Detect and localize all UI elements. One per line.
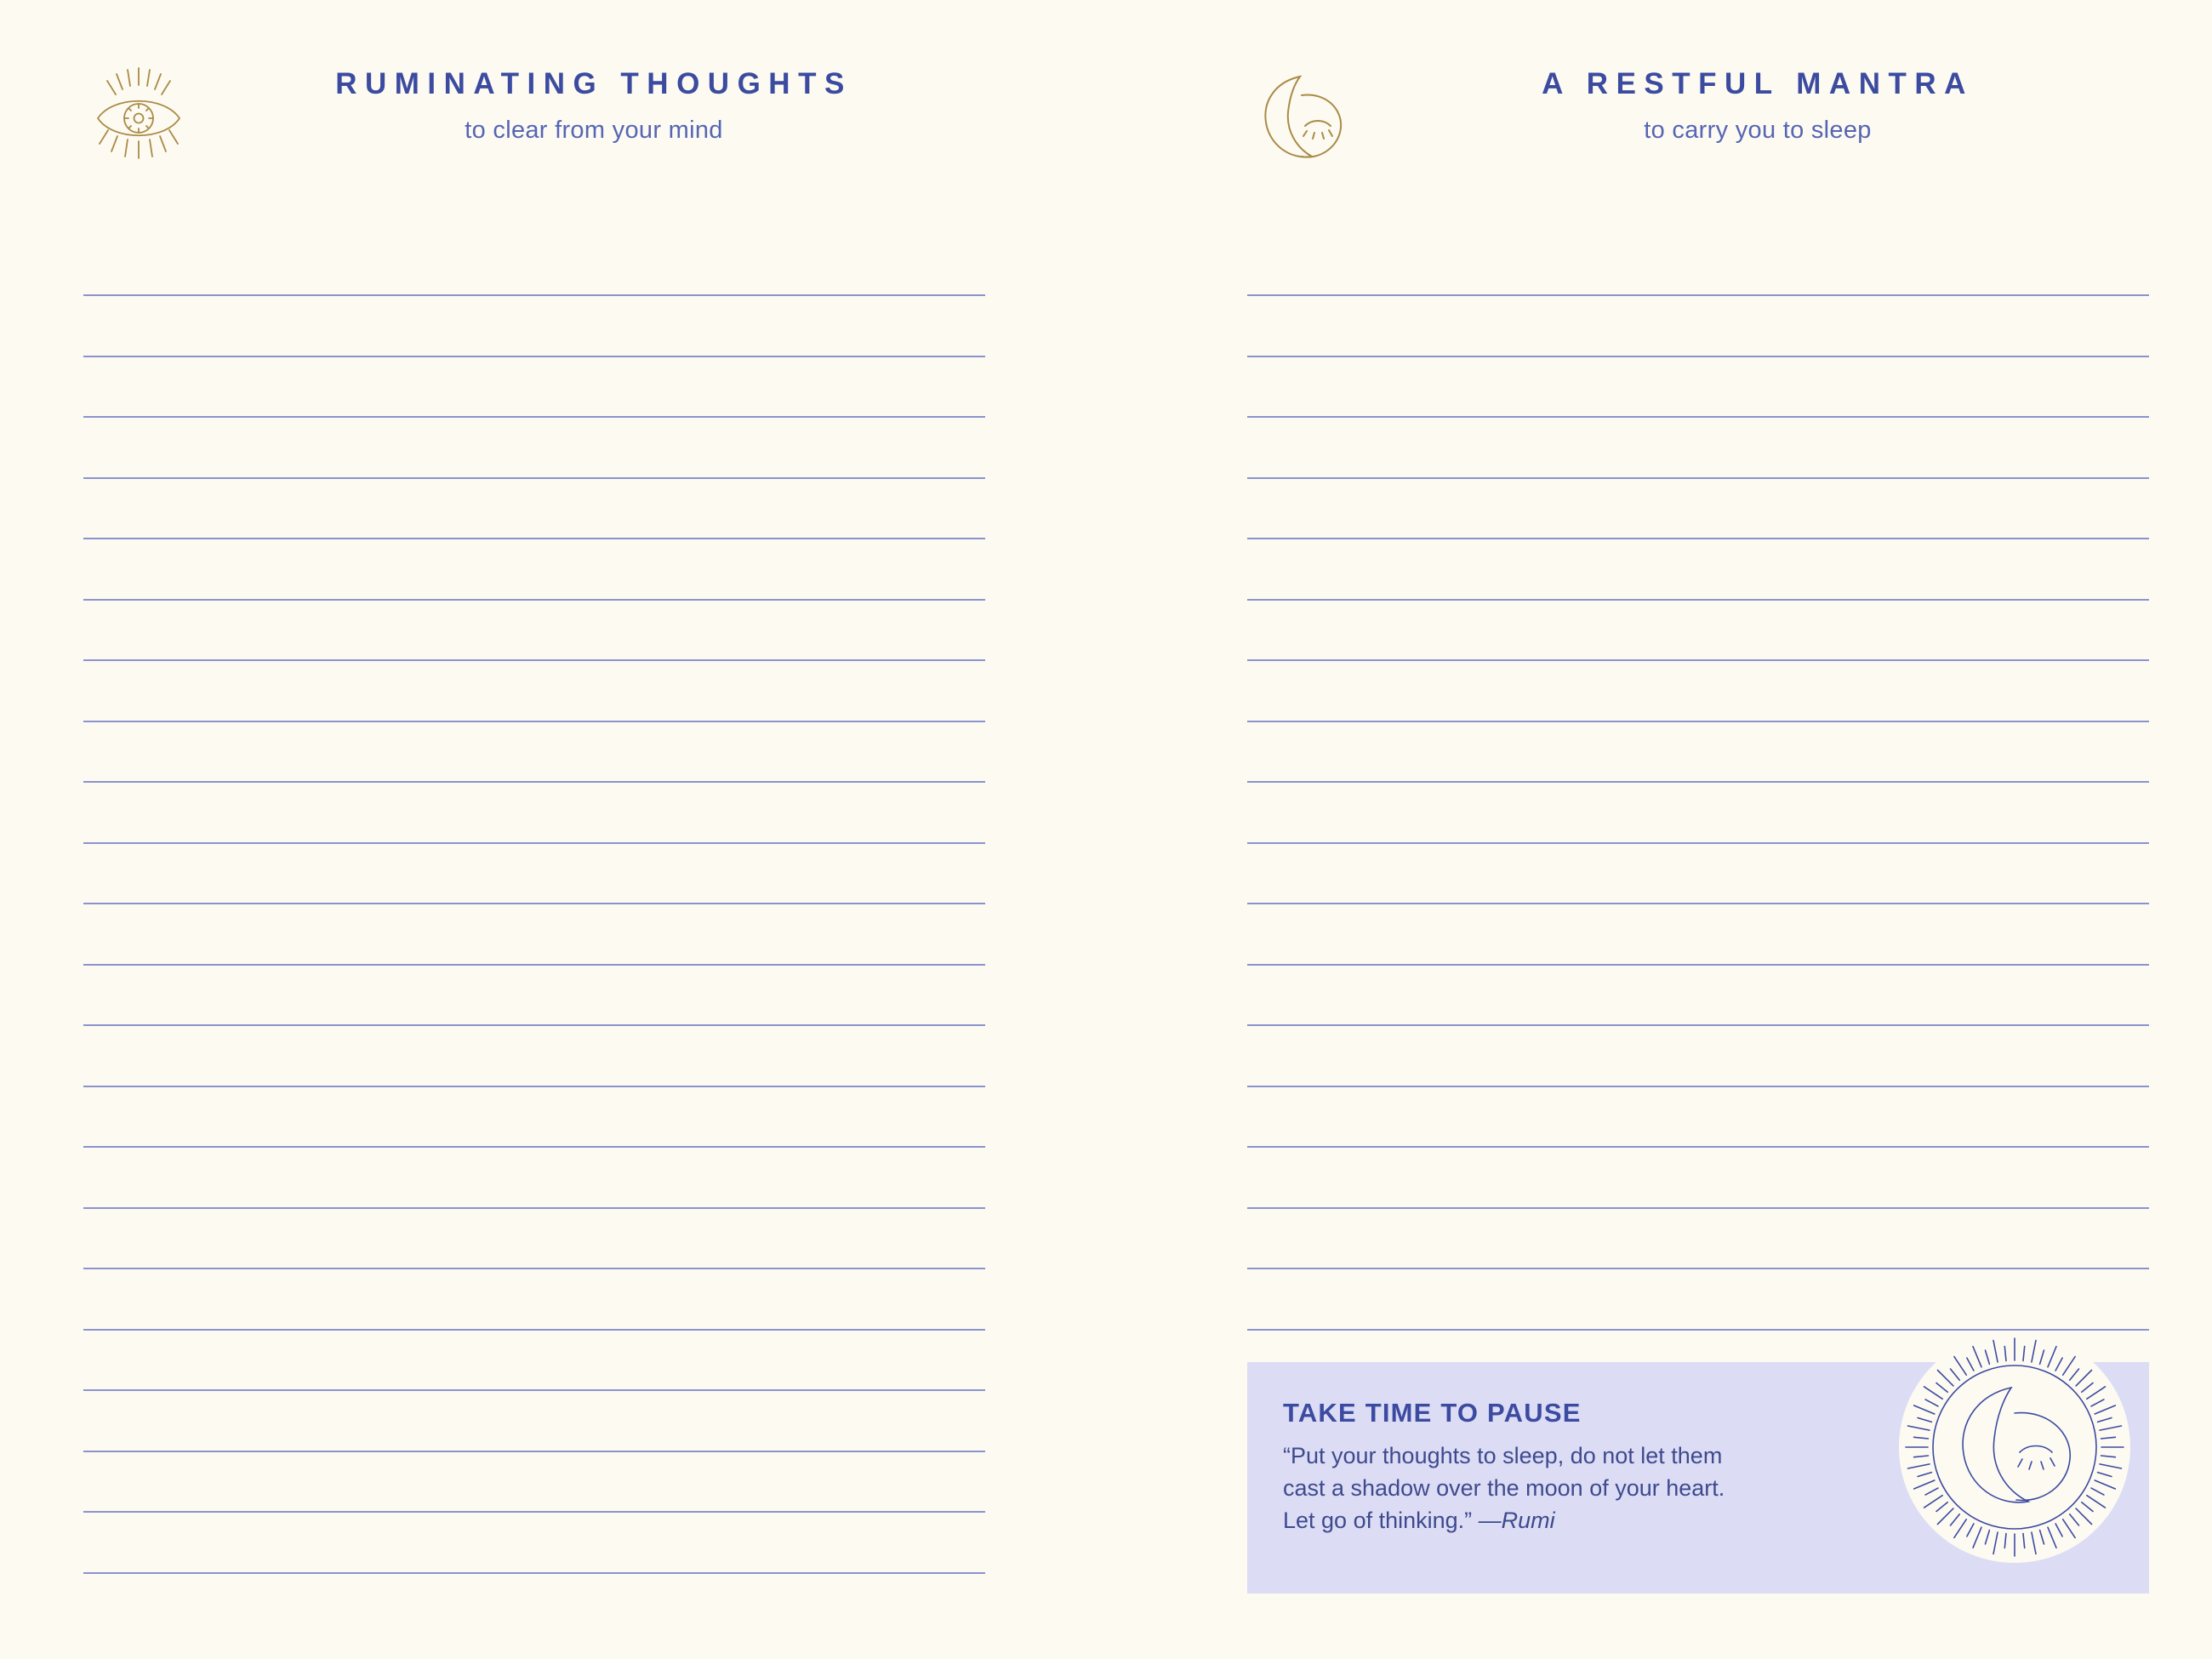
writing-line	[83, 1572, 985, 1574]
writing-line	[83, 1086, 985, 1087]
writing-line	[83, 1451, 985, 1452]
writing-line-row[interactable]	[1247, 842, 2149, 904]
writing-line	[1247, 538, 2149, 539]
writing-line	[83, 1511, 985, 1513]
writing-lines-left[interactable]	[83, 294, 985, 1633]
writing-line-row[interactable]	[83, 1146, 985, 1207]
ruminating-thoughts-panel	[83, 58, 985, 177]
writing-line	[83, 1207, 985, 1209]
writing-line-row[interactable]	[83, 659, 985, 721]
writing-line-row[interactable]	[83, 1268, 985, 1329]
writing-line-row[interactable]	[83, 721, 985, 782]
writing-line	[83, 1146, 985, 1148]
page-title-right: A RESTFUL MANTRA	[1542, 67, 1974, 100]
writing-line	[1247, 294, 2149, 296]
writing-line-row[interactable]	[83, 1451, 985, 1512]
writing-line	[83, 294, 985, 296]
writing-line	[83, 356, 985, 357]
writing-line-row[interactable]	[1247, 599, 2149, 660]
writing-line	[1247, 1146, 2149, 1148]
writing-line	[83, 842, 985, 844]
writing-line-row[interactable]	[83, 1389, 985, 1451]
writing-line-row[interactable]	[1247, 964, 2149, 1025]
left-panel-heading-group	[202, 58, 985, 145]
writing-line	[1247, 416, 2149, 418]
writing-line-row[interactable]	[1247, 477, 2149, 539]
writing-line	[1247, 659, 2149, 661]
eye-with-rays-icon	[83, 63, 194, 174]
quote-line-2: cast a shadow over the moon of your heart.	[1283, 1474, 1725, 1501]
writing-line-row[interactable]	[1247, 1024, 2149, 1086]
writing-line	[1247, 1268, 2149, 1269]
writing-line-row[interactable]	[1247, 1146, 2149, 1207]
writing-line	[83, 903, 985, 904]
take-time-to-pause-callout	[1247, 1362, 2149, 1593]
writing-line-row[interactable]	[83, 903, 985, 964]
writing-line-row[interactable]	[1247, 659, 2149, 721]
writing-line-row[interactable]	[83, 964, 985, 1025]
writing-line	[83, 477, 985, 479]
crescent-moon-sleeping-face-icon	[1247, 63, 1358, 174]
writing-line	[1247, 903, 2149, 904]
writing-line-row[interactable]	[83, 416, 985, 477]
writing-line	[83, 1268, 985, 1269]
writing-line	[1247, 781, 2149, 783]
writing-line-row[interactable]	[1247, 416, 2149, 477]
writing-line-row[interactable]	[83, 1511, 985, 1572]
writing-line-row[interactable]	[83, 1572, 985, 1633]
writing-line	[1247, 599, 2149, 601]
writing-line-row[interactable]	[83, 1329, 985, 1390]
quote-line-1: “Put your thoughts to sleep, do not let them	[1283, 1443, 1723, 1468]
restful-mantra-panel	[1247, 58, 2149, 177]
writing-line-row[interactable]	[83, 781, 985, 842]
writing-line	[1247, 477, 2149, 479]
writing-line-row[interactable]	[83, 599, 985, 660]
writing-line-row[interactable]	[1247, 294, 2149, 356]
writing-line-row[interactable]	[1247, 538, 2149, 599]
writing-line-row[interactable]	[1247, 903, 2149, 964]
quote-text-block	[1283, 1398, 1878, 1536]
writing-line	[83, 416, 985, 418]
writing-line	[83, 781, 985, 783]
writing-line-row[interactable]	[1247, 721, 2149, 782]
writing-line-row[interactable]	[83, 1086, 985, 1147]
writing-line	[1247, 964, 2149, 966]
quote-heading: TAKE TIME TO PAUSE	[1283, 1398, 1582, 1428]
quote-line-3	[1283, 1505, 1878, 1537]
writing-line	[83, 538, 985, 539]
writing-line-row[interactable]	[1247, 1207, 2149, 1268]
writing-line	[83, 964, 985, 966]
quote-attribution: —Rumi	[1478, 1507, 1555, 1533]
page-title-left: RUMINATING THOUGHTS	[335, 67, 852, 100]
writing-line	[1247, 721, 2149, 722]
writing-line	[83, 599, 985, 601]
writing-line	[83, 1024, 985, 1026]
left-panel-header	[83, 58, 985, 177]
right-panel-heading-group	[1366, 58, 2149, 145]
writing-line-row[interactable]	[83, 356, 985, 417]
writing-line	[1247, 356, 2149, 357]
writing-line	[83, 659, 985, 661]
right-panel-header	[1247, 58, 2149, 177]
writing-line	[83, 721, 985, 722]
writing-line	[1247, 1086, 2149, 1087]
writing-line	[83, 1329, 985, 1331]
writing-line	[1247, 842, 2149, 844]
writing-line-row[interactable]	[83, 842, 985, 904]
writing-line-row[interactable]	[1247, 1086, 2149, 1147]
writing-line-row[interactable]	[83, 294, 985, 356]
quote-line-3-text: Let go of thinking.”	[1283, 1507, 1479, 1533]
page-subtitle-right: to carry you to sleep	[1644, 116, 1872, 144]
page-subtitle-left: to clear from your mind	[465, 116, 723, 144]
writing-line	[83, 1389, 985, 1391]
writing-lines-right[interactable]	[1247, 294, 2149, 1451]
writing-line-row[interactable]	[1247, 1268, 2149, 1329]
writing-line-row[interactable]	[83, 1024, 985, 1086]
writing-line-row[interactable]	[83, 538, 985, 599]
writing-line	[1247, 1207, 2149, 1209]
writing-line-row[interactable]	[83, 477, 985, 539]
writing-line	[1247, 1024, 2149, 1026]
writing-line-row[interactable]	[1247, 356, 2149, 417]
writing-line-row[interactable]	[1247, 781, 2149, 842]
writing-line-row[interactable]	[83, 1207, 985, 1268]
writing-line	[1247, 1329, 2149, 1331]
moon-sunburst-badge-icon	[1899, 1331, 2130, 1563]
